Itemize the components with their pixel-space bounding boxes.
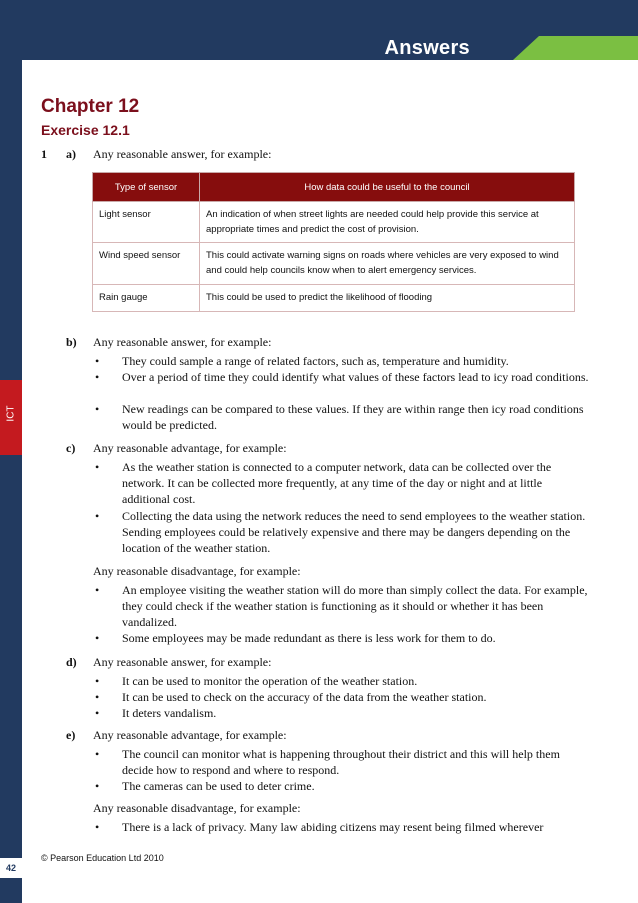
part-b-intro: Any reasonable answer, for example: (93, 335, 272, 349)
bullet-marker: • (95, 674, 100, 688)
bullet-marker: • (95, 706, 100, 720)
table-row (93, 285, 575, 312)
table-cell: This could be used to predict the likelihood of flooding (200, 285, 575, 312)
table-cell: Light sensor (93, 202, 200, 243)
part-a-intro: Any reasonable answer, for example: (93, 147, 272, 161)
part-e-label: e) (66, 728, 76, 742)
list-item: An employee visiting the weather station will do more than simply collect the data. For example, they could check if the weather station is functioning as it should or whether it has been vandalized. (122, 583, 588, 629)
table-cell: This could activate warning signs on roads where vehicles are very exposed to wind and could help councils know when to alert emergency services. (200, 243, 575, 285)
bullet-marker: • (95, 631, 100, 645)
list-item: There is a lack of privacy. Many law abiding citizens may resent being filmed wherever (122, 820, 544, 834)
list-item: Over a period of time they could identify what values of these factors lead to icy road conditions. (122, 370, 589, 384)
bullet-marker: • (95, 747, 100, 761)
table-row (93, 243, 575, 285)
copyright-footer: © Pearson Education Ltd 2010 (41, 853, 164, 863)
bullet-marker: • (95, 402, 100, 416)
bullet-marker: • (95, 509, 100, 523)
table-header: Type of sensor (93, 173, 200, 202)
table-cell: An indication of when street lights are needed could help provide this service at appropriate times and predict the cost of provision. (200, 202, 575, 243)
part-a-label: a) (66, 147, 76, 161)
exercise-heading: Exercise 12.1 (41, 122, 130, 138)
table-header: How data could be useful to the council (200, 173, 575, 202)
part-e-intro: Any reasonable advantage, for example: (93, 728, 287, 742)
part-c-intro-disadvantage: Any reasonable disadvantage, for example: (93, 564, 301, 578)
page-title: Answers (384, 37, 470, 59)
page-number: 42 (0, 858, 22, 878)
list-item: As the weather station is connected to a computer network, data can be collected over the network. It can be collected more frequently, at any time of the day or night and at little additional cost. (122, 460, 552, 506)
question-number: 1 (41, 147, 47, 161)
bullet-marker: • (95, 779, 100, 793)
bullet-marker: • (95, 370, 100, 384)
list-item: Some employees may be made redundant as there is less work for them to do. (122, 631, 496, 645)
bullet-marker: • (95, 820, 100, 834)
subject-label: ICT (5, 405, 17, 422)
part-c-label: c) (66, 441, 76, 455)
side-strip (0, 60, 22, 903)
part-b-label: b) (66, 335, 77, 349)
list-item: The council can monitor what is happening throughout their district and this will help them decide how to respond and where to respond. (122, 747, 560, 777)
list-item: The cameras can be used to deter crime. (122, 779, 315, 793)
part-e-intro-disadvantage: Any reasonable disadvantage, for example: (93, 801, 301, 815)
part-d-intro: Any reasonable answer, for example: (93, 655, 272, 669)
part-d-label: d) (66, 655, 77, 669)
bullet-marker: • (95, 354, 100, 368)
sensor-table (92, 172, 575, 312)
table-header-row (93, 173, 575, 202)
table-cell: Wind speed sensor (93, 243, 200, 285)
bullet-marker: • (95, 583, 100, 597)
list-item: It can be used to monitor the operation of the weather station. (122, 674, 418, 688)
list-item: It can be used to check on the accuracy of the data from the weather station. (122, 690, 487, 704)
chapter-heading: Chapter 12 (41, 96, 140, 117)
list-item: It deters vandalism. (122, 706, 217, 720)
part-c-intro: Any reasonable advantage, for example: (93, 441, 287, 455)
list-item: New readings can be compared to these values. If they are within range then icy road conditions would be predicted. (122, 402, 584, 432)
list-item: They could sample a range of related factors, such as, temperature and humidity. (122, 354, 509, 368)
bullet-marker: • (95, 690, 100, 704)
bullet-marker: • (95, 460, 100, 474)
list-item: Collecting the data using the network reduces the need to send employees to the weather station. Sending employees could be relatively expensive and there may be dangers depending on the location of the weather station. (122, 509, 586, 555)
table-cell: Rain gauge (93, 285, 200, 312)
table-row (93, 202, 575, 243)
